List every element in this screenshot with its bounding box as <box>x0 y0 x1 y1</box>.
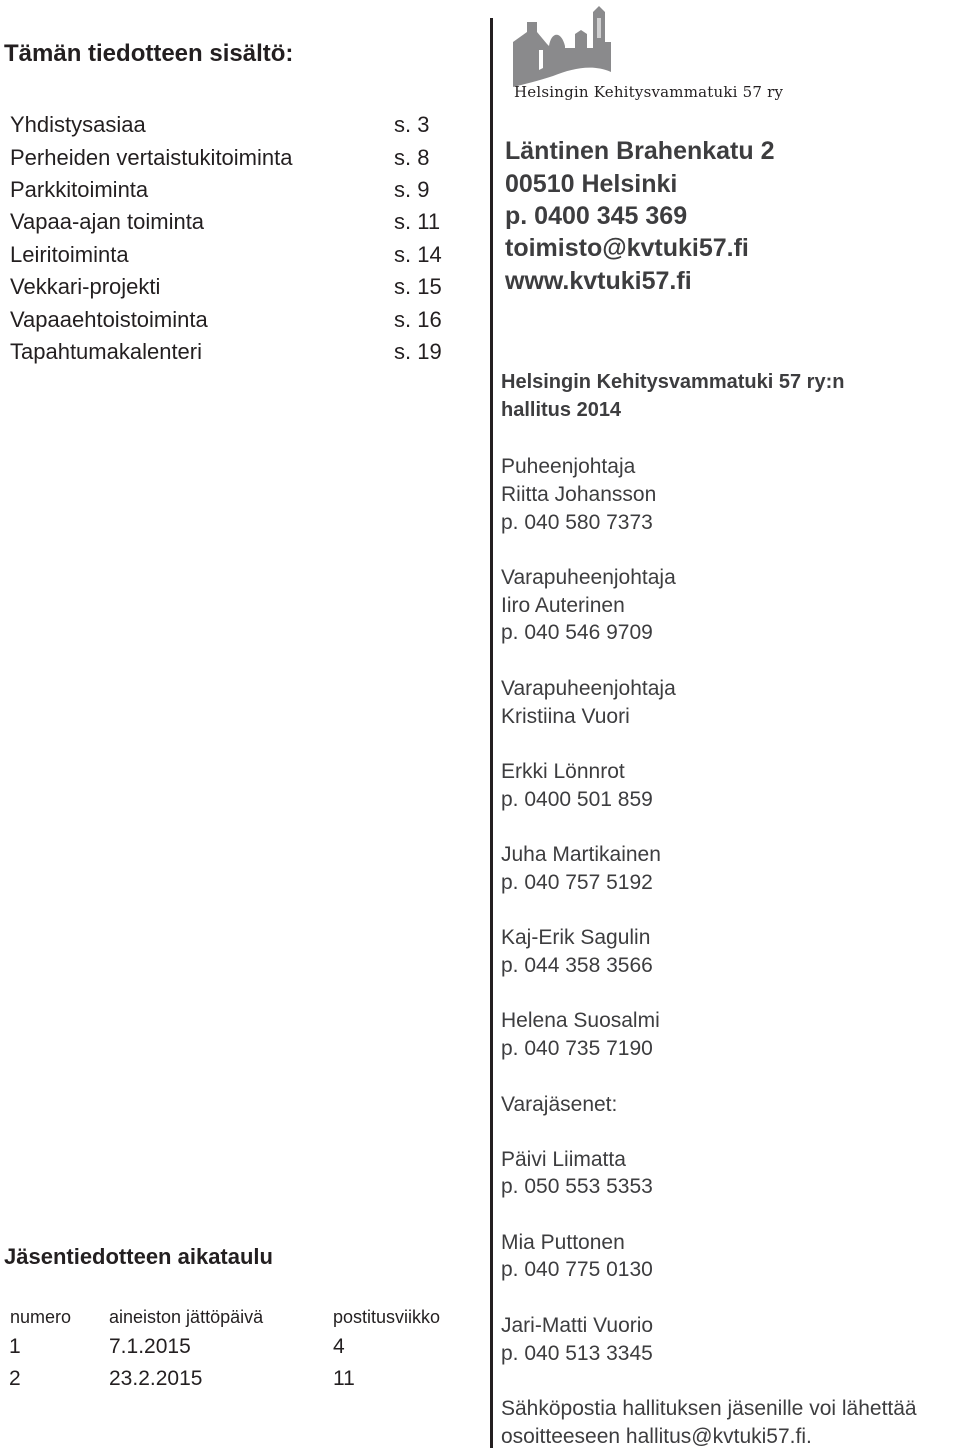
board-member-phone: p. 040 757 5192 <box>501 871 653 894</box>
toc-item-title: Tapahtumakalenteri <box>10 339 203 364</box>
toc-item-page: s. 3 <box>394 112 430 137</box>
toc-item-page: s. 8 <box>394 145 430 170</box>
address-phone: p. 0400 345 369 <box>505 202 688 230</box>
schedule-cell-deadline: 23.2.2015 <box>109 1367 203 1390</box>
schedule-title: Jäsentiedotteen aikataulu <box>4 1244 273 1269</box>
board-member-name: Kristiina Vuori <box>501 705 630 728</box>
board-member-phone: p. 040 735 7190 <box>501 1037 653 1060</box>
board-member-name: Riitta Johansson <box>501 483 657 506</box>
toc-item <box>10 177 450 210</box>
toc-item-page: s. 9 <box>394 177 430 202</box>
board-email-address[interactable]: osoitteeseen hallitus@kvtuki57.fi. <box>501 1425 812 1448</box>
toc-item-title: Vapaa-ajan toiminta <box>10 209 205 234</box>
schedule-cell-number: 1 <box>9 1335 21 1358</box>
deputy-member-name: Jari-Matti Vuorio <box>501 1314 654 1337</box>
board-email-note: Sähköpostia hallituksen jäsenille voi lähettää <box>501 1397 917 1420</box>
address-city: 00510 Helsinki <box>505 170 678 198</box>
toc-item-title: Parkkitoiminta <box>10 177 149 202</box>
deputy-member-phone: p. 040 513 3345 <box>501 1342 653 1365</box>
schedule-cell-week: 11 <box>333 1367 355 1390</box>
board-member-phone: p. 0400 501 859 <box>501 788 653 811</box>
board-role: Varapuheenjohtaja <box>501 566 676 589</box>
schedule-cell-number: 2 <box>9 1367 21 1390</box>
board-role: Varapuheenjohtaja <box>501 677 676 700</box>
toc-item <box>10 242 450 275</box>
column-divider <box>490 18 493 1448</box>
logo-text: Helsingin Kehitysvammatuki 57 ry <box>514 83 784 101</box>
toc-item <box>10 145 450 178</box>
deputy-members-label: Varajäsenet: <box>501 1093 618 1116</box>
schedule-header-mailing-week: postitusviikko <box>333 1307 441 1327</box>
board-member-name: Kaj-Erik Sagulin <box>501 926 651 949</box>
board-heading-year: hallitus 2014 <box>501 399 622 421</box>
toc-item <box>10 209 450 242</box>
toc-item <box>10 274 450 307</box>
address-email[interactable]: toimisto@kvtuki57.fi <box>505 234 749 262</box>
schedule-header-deadline: aineiston jättöpäivä <box>109 1307 264 1327</box>
board-member-phone: p. 040 546 9709 <box>501 621 653 644</box>
skyline-logo-icon <box>513 2 623 87</box>
toc-item-page: s. 11 <box>394 209 441 234</box>
board-role: Puheenjohtaja <box>501 455 636 478</box>
deputy-member-phone: p. 040 775 0130 <box>501 1258 653 1281</box>
toc-item-title: Yhdistysasiaa <box>10 112 146 137</box>
toc-item <box>10 112 450 145</box>
address-street: Läntinen Brahenkatu 2 <box>505 137 775 165</box>
toc-item-page: s. 19 <box>394 339 442 364</box>
toc-item <box>10 339 450 372</box>
toc-heading: Tämän tiedotteen sisältö: <box>4 40 294 67</box>
toc-item-title: Vapaaehtoistoiminta <box>10 307 208 332</box>
toc-item-title: Vekkari-projekti <box>10 274 161 299</box>
board-member-name: Juha Martikainen <box>501 843 661 866</box>
board-member-name: Iiro Auterinen <box>501 594 625 617</box>
toc-item-page: s. 16 <box>394 307 442 332</box>
toc-item-title: Perheiden vertaistukitoiminta <box>10 145 293 170</box>
board-member-name: Helena Suosalmi <box>501 1009 660 1032</box>
deputy-member-phone: p. 050 553 5353 <box>501 1175 653 1198</box>
deputy-member-name: Mia Puttonen <box>501 1231 625 1254</box>
schedule-header-number: numero <box>10 1307 72 1327</box>
schedule-cell-deadline: 7.1.2015 <box>109 1335 191 1358</box>
board-member-name: Erkki Lönnrot <box>501 760 625 783</box>
address-website[interactable]: www.kvtuki57.fi <box>505 267 692 295</box>
board-member-phone: p. 040 580 7373 <box>501 511 653 534</box>
toc-item-page: s. 15 <box>394 274 442 299</box>
toc-item-title: Leiritoiminta <box>10 242 129 267</box>
board-heading: Helsingin Kehitysvammatuki 57 ry:n <box>501 371 845 393</box>
schedule-cell-week: 4 <box>333 1335 345 1358</box>
toc-item <box>10 307 450 340</box>
toc-item-page: s. 14 <box>394 242 442 267</box>
deputy-member-name: Päivi Liimatta <box>501 1148 626 1171</box>
board-member-phone: p. 044 358 3566 <box>501 954 653 977</box>
